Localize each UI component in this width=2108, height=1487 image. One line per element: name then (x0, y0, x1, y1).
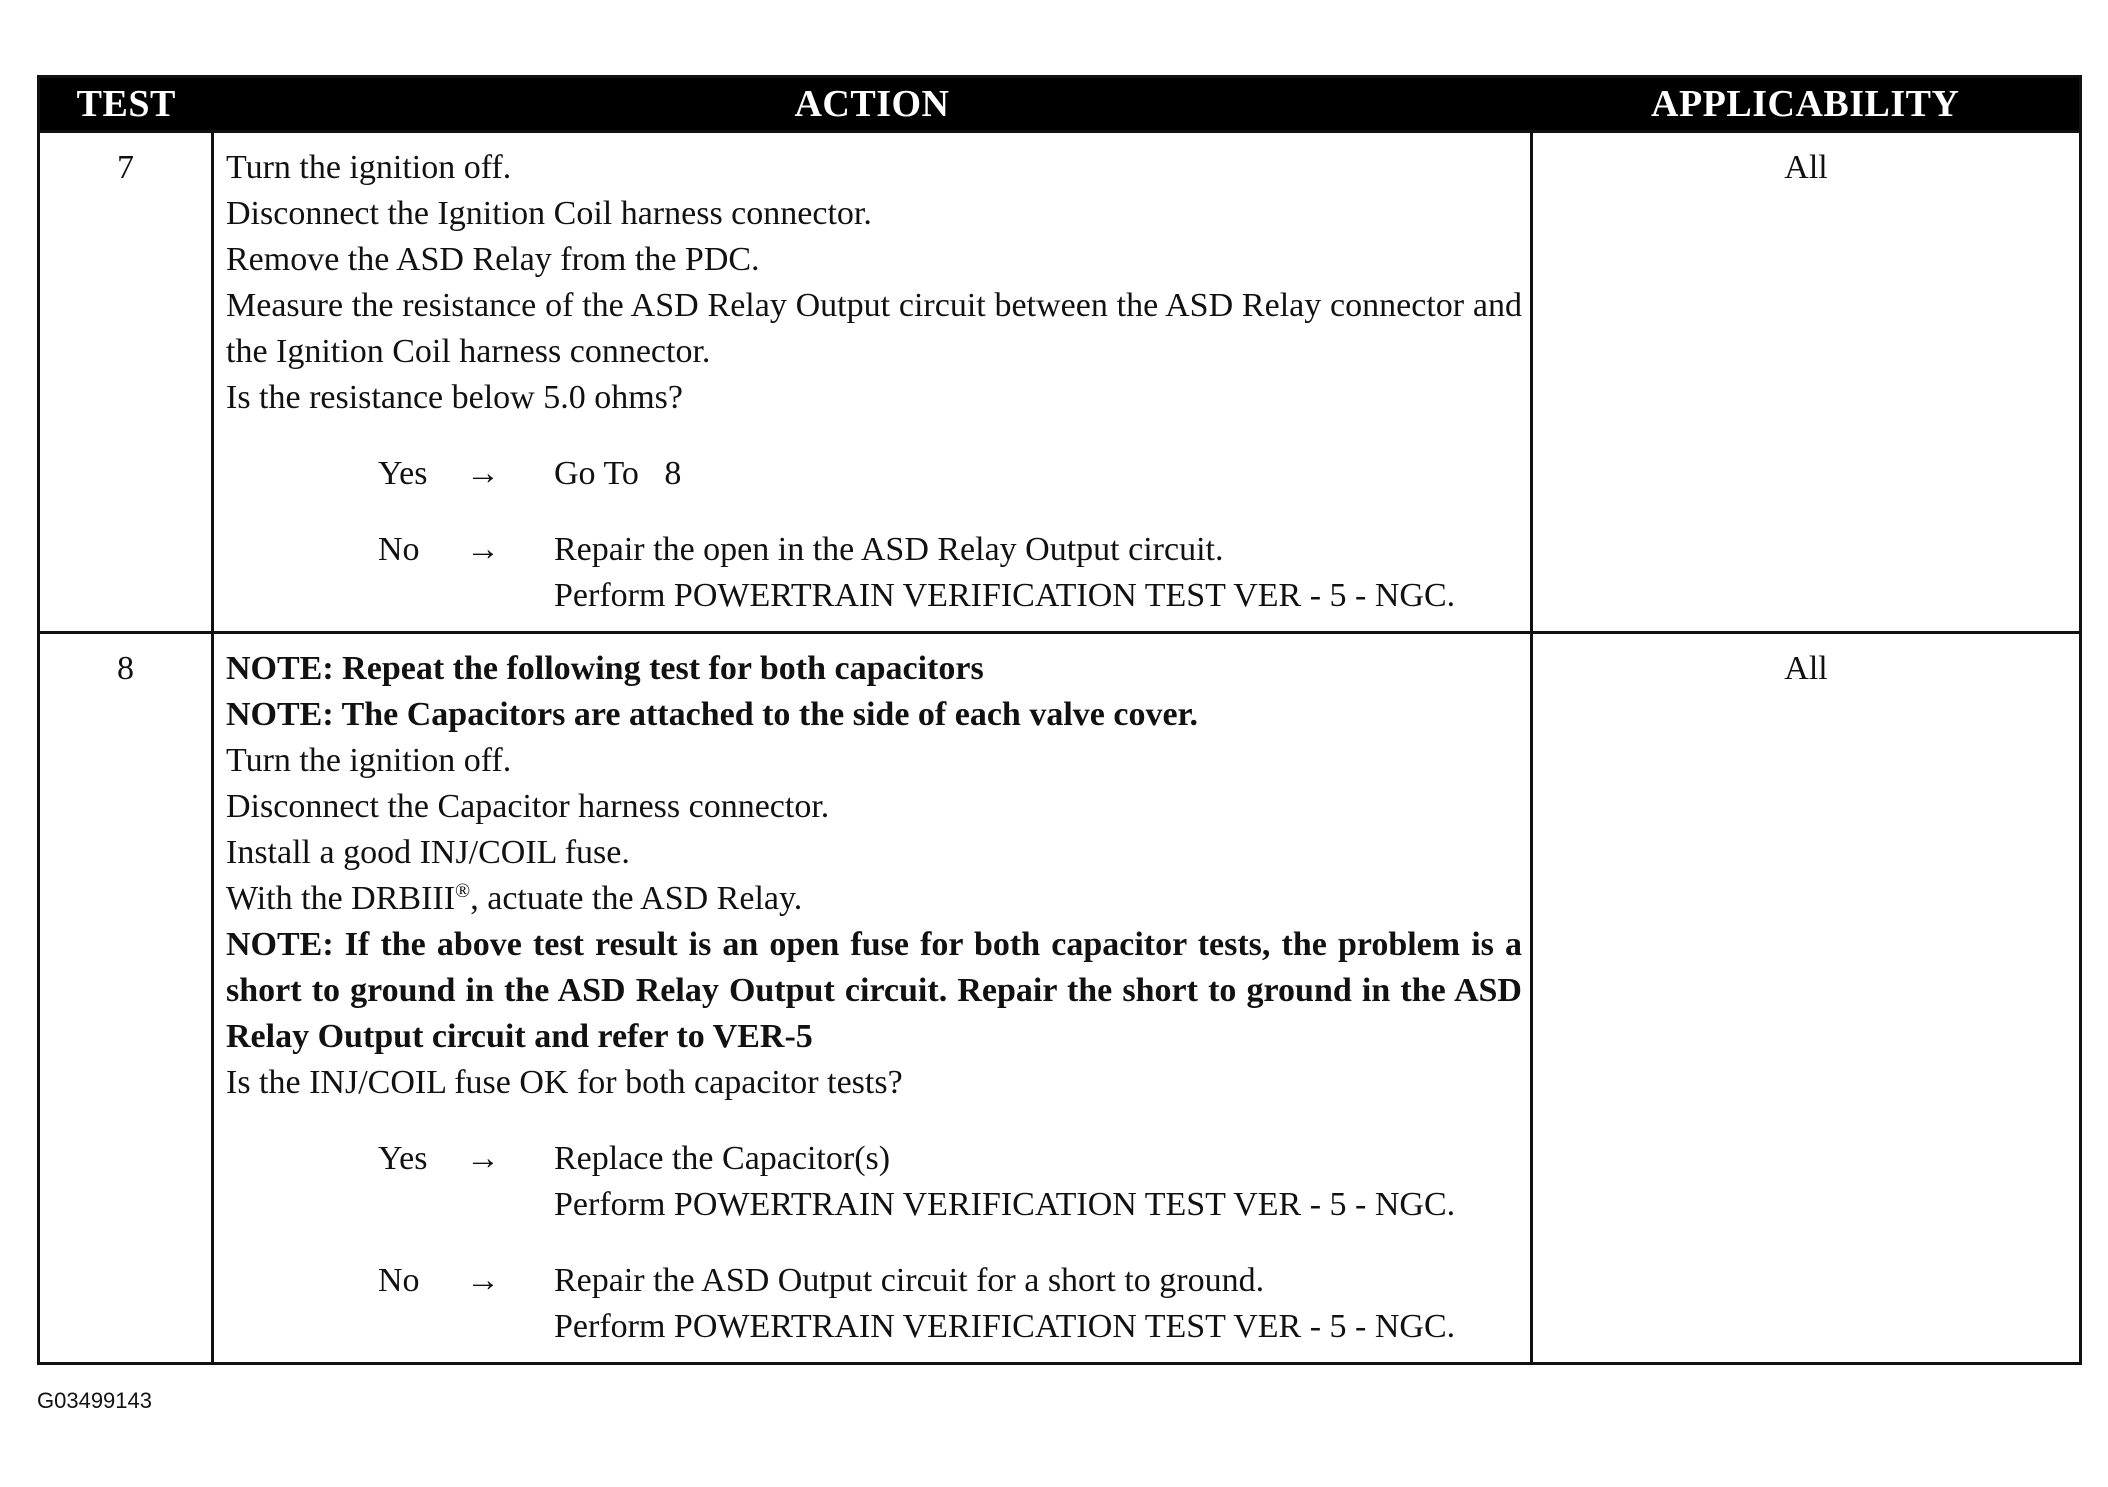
result-text: Repair the ASD Output circuit for a short to ground. (554, 1262, 1265, 1299)
result-text: Go To 8 (554, 455, 682, 492)
result-label: No (378, 1262, 420, 1299)
result-yes (378, 451, 1522, 497)
action-line: Measure the resistance of the ASD Relay Output circuit between the ASD Relay connector and the Ignition Coil harness connector. (226, 287, 1522, 370)
result-text: Perform POWERTRAIN VERIFICATION TEST VER - 5 - NGC. (554, 1308, 1456, 1345)
result-label: Yes (378, 1140, 428, 1177)
result-label: No (378, 531, 420, 568)
action-line: Install a good INJ/COIL fuse. (226, 834, 630, 871)
applicability-value: All (1532, 132, 2081, 633)
result-text: Perform POWERTRAIN VERIFICATION TEST VER - 5 - NGC. (554, 577, 1456, 614)
note-line: NOTE: If the above test result is an open fuse for both capacitor tests, the problem is a short to ground in the ASD Relay Output circuit. Repair the short to ground in the ASD Relay Output circuit and refer to VER-5 (226, 926, 1522, 1055)
test-number: 8 (39, 633, 213, 1364)
result-label: Yes (378, 455, 428, 492)
result-no (378, 1258, 1522, 1350)
header-action: ACTION (213, 77, 1532, 132)
result-no (378, 527, 1522, 619)
action-line (226, 876, 1522, 922)
action-line: Disconnect the Ignition Coil harness connector. (226, 195, 872, 232)
action-line: Remove the ASD Relay from the PDC. (226, 241, 760, 278)
right-arrow-icon: → (466, 455, 500, 492)
header-row (39, 77, 2081, 132)
note-line: NOTE: Repeat the following test for both capacitors (226, 650, 984, 687)
header-test: TEST (39, 77, 213, 132)
note-line: NOTE: The Capacitors are attached to the side of each valve cover. (226, 696, 1199, 733)
test-number: 7 (39, 132, 213, 633)
action-line: Turn the ignition off. (226, 149, 512, 186)
figure-code: G03499143 (37, 1388, 152, 1413)
action-line: Turn the ignition off. (226, 742, 512, 779)
result-text: Replace the Capacitor(s) (554, 1140, 891, 1177)
action-line-part: With the DRBIII (226, 880, 456, 917)
result-text: Perform POWERTRAIN VERIFICATION TEST VER - 5 - NGC. (554, 1186, 1456, 1223)
action-line: Is the resistance below 5.0 ohms? (226, 379, 683, 416)
table-row (39, 132, 2081, 633)
registered-mark: ® (455, 880, 471, 902)
right-arrow-icon: → (466, 1140, 500, 1177)
right-arrow-icon: → (466, 531, 500, 568)
action-line-part: , actuate the ASD Relay. (470, 880, 803, 917)
action-cell (213, 132, 1532, 633)
result-yes (378, 1136, 1522, 1228)
diagnostic-test-table (37, 75, 2082, 1365)
action-cell (213, 633, 1532, 1364)
result-text: Repair the open in the ASD Relay Output circuit. (554, 531, 1224, 568)
action-line: Is the INJ/COIL fuse OK for both capacitor tests? (226, 1064, 903, 1101)
right-arrow-icon: → (466, 1262, 500, 1299)
action-line: Disconnect the Capacitor harness connector. (226, 788, 830, 825)
header-applicability: APPLICABILITY (1532, 77, 2081, 132)
table-row (39, 633, 2081, 1364)
applicability-value: All (1532, 633, 2081, 1364)
